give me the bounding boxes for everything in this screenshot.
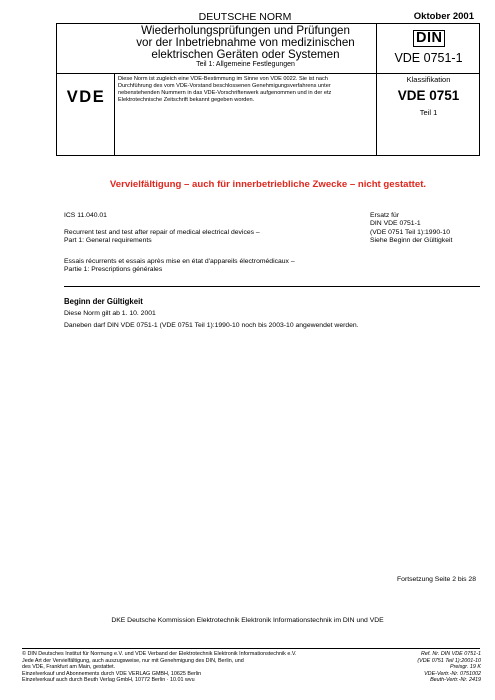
replacement-line: (VDE 0751 Teil 1):1990-10 (370, 228, 450, 236)
footer-line: © DIN Deutsches Institut für Normung e.V. und VDE Verband der Elektrotechnik Elektronik Informationstechnik e.V. (22, 651, 297, 657)
title-line: vor der Inbetriebnahme von medizinischen (136, 36, 355, 49)
english-title-line: Part 1: General requirements (64, 237, 152, 245)
vde-number: VDE 0751 (397, 88, 460, 103)
footer-line: Einzelverkauf auch durch Beuth Verlag GmbH, 10772 Berlin · 10.01 wvu (22, 677, 195, 684)
validity-heading: Beginn der Gültigkeit (64, 297, 143, 306)
validity-text: Daneben darf DIN VDE 0751-1 (VDE 0751 Teil 1):1990-10 noch bis 2003-10 angewendet werden. (64, 322, 359, 329)
din-number: VDE 0751-1 (394, 51, 463, 65)
french-title-line: Essais récurrents et essais après mise en état d'appareils électromédicaux – (64, 258, 295, 265)
footer-line: Einzelverkauf und Abonnements durch VDE VERLAG GMBH, 10625 Berlin (22, 670, 202, 677)
vde-logo: VDE (66, 88, 106, 106)
footer-ref-line: Beuth-Vertr.-Nr. 2419 (430, 677, 481, 684)
replacement-line: Siehe Beginn der Gültigkeit (370, 237, 453, 245)
note-line: Diese Norm ist zugleich eine VDE-Bestimmung im Sinne von VDE 0022. Sie ist nach (118, 76, 328, 82)
dke-line: DKE Deutsche Kommission Elektrotechnik Elektronik Informationstechnik im DIN und VDE (111, 617, 384, 624)
replacement-info (370, 212, 452, 246)
english-title (64, 229, 260, 246)
din-logo: DIN (413, 30, 445, 47)
footer-ref-line: (VDE 0751 Teil 1):2001-10 (417, 657, 481, 664)
classification-label: Klassifikation (406, 75, 451, 84)
title-line: Wiederholungsprüfungen und Prüfungen (141, 24, 350, 37)
ics-code: ICS 11.040.01 (64, 212, 107, 219)
vde-note (118, 76, 374, 104)
note-line: Durchführung des vom VDE-Vorstand beschlossenen Genehmigungsverfahrens unter (118, 83, 331, 89)
footer-ref-line: VDE-Vertr.-Nr. 0751002 (424, 670, 481, 677)
footer-copyright (22, 651, 362, 684)
validity-text: Diese Norm gilt ab 1. 10. 2001 (64, 310, 156, 317)
footer-ref-line: Ref. Nr. DIN VDE 0751-1 (420, 651, 481, 657)
norm-type-label: DEUTSCHE NORM (198, 11, 292, 23)
french-title-line: Partie 1: Prescriptions générales (64, 266, 163, 274)
title-line: elektrischen Geräten oder Systemen (151, 48, 340, 61)
divider (114, 73, 115, 155)
footer-line: Jede Art der Vervielfältigung, auch auszugsweise, nur mit Genehmigung des DIN, Berlin, und (22, 657, 244, 664)
divider (64, 286, 480, 287)
english-title-line: Recurrent test and test after repair of medical electrical devices – (64, 229, 260, 236)
footer-reference (371, 651, 481, 684)
divider (22, 648, 480, 649)
note-line: Elektrotechnische Zeitschrift bekannt gegeben worden. (118, 97, 255, 103)
replacement-line: Ersatz für (370, 212, 400, 219)
continuation-note: Fortsetzung Seite 2 bis 28 (397, 576, 476, 583)
document-title (115, 25, 376, 61)
french-title (64, 258, 295, 275)
note-line: nebenstehenden Nummern in das VDE-Vorschriftenwerk aufgenommen und in der etz (118, 90, 332, 96)
replacement-line: DIN VDE 0751-1 (370, 220, 421, 228)
footer-ref-line: Preisgr. 19 K (450, 664, 481, 671)
part-label: Teil 1 (419, 108, 438, 117)
document-subtitle: Teil 1: Allgemeine Festlegungen (196, 61, 295, 68)
divider (56, 73, 480, 74)
footer-line: des VDE, Frankfurt am Main, gestattet. (22, 664, 116, 671)
publication-date: Oktober 2001 (413, 11, 474, 22)
copy-warning: Vervielfältigung – auch für innerbetriebliche Zwecke – nicht gestattet. (109, 179, 427, 190)
